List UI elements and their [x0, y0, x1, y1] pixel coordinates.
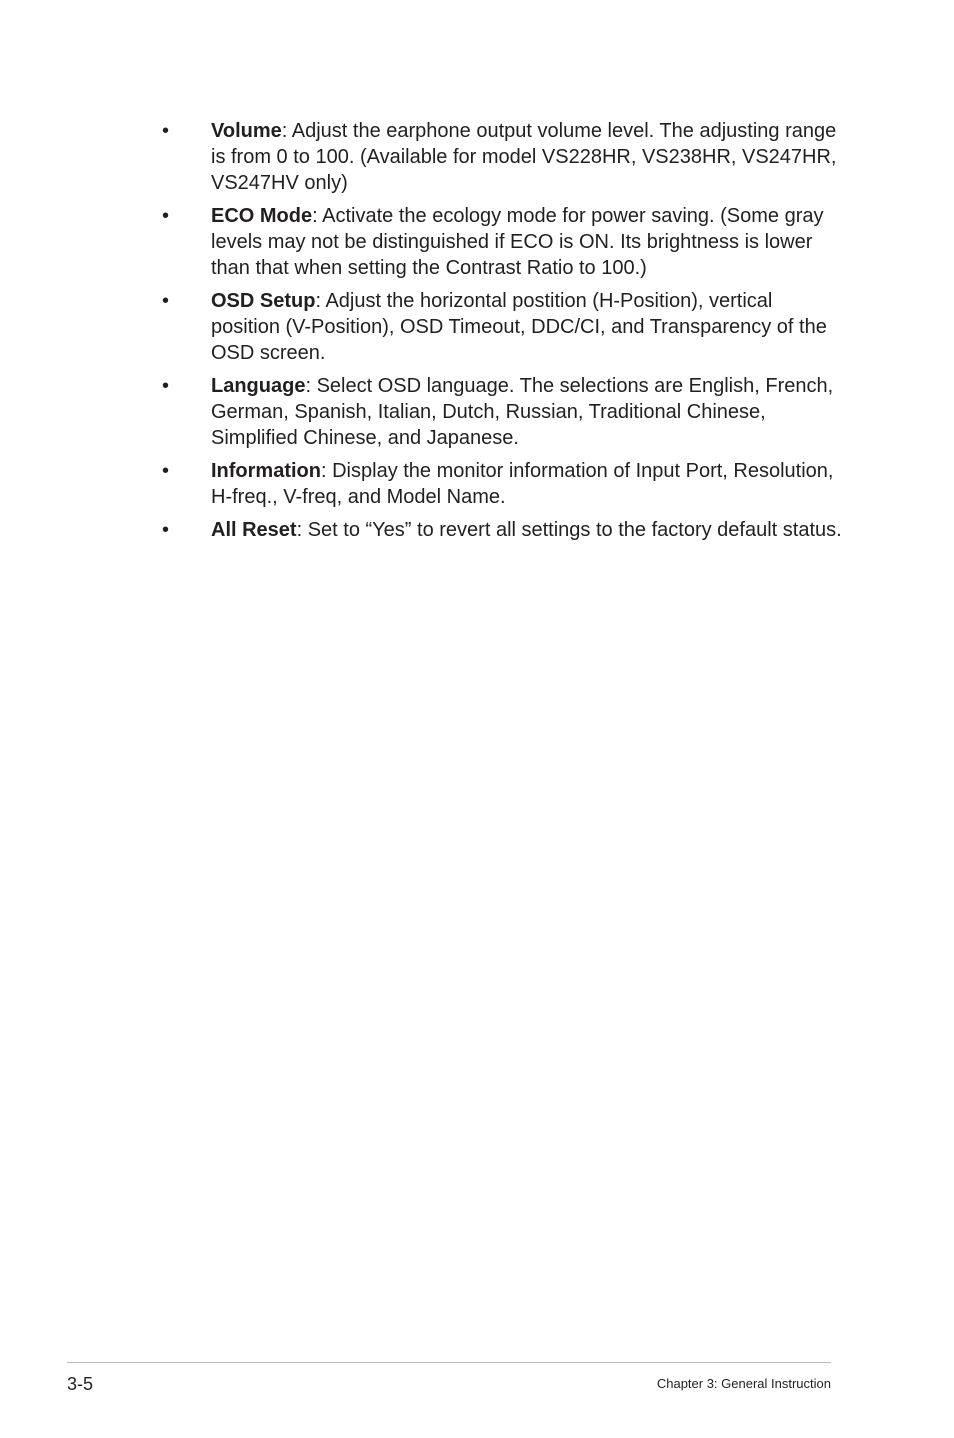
item-term: OSD Setup: [211, 290, 316, 312]
bullet-icon: •: [162, 290, 170, 312]
bullet-icon: •: [162, 205, 170, 227]
item-text: : Adjust the horizontal postition (H-Position), vertical position (V-Position), OSD Timeout, DDC/CI, and Transparency of the OSD screen.: [211, 290, 827, 364]
item-text: : Select OSD language. The selections are English, French, German, Spanish, Italian, Dutch, Russian, Traditional Chinese, Simplified Chinese, and Japanese.: [211, 375, 834, 449]
item-term: Language: [211, 375, 306, 397]
page-number: 3-5: [67, 1374, 94, 1394]
item-term: ECO Mode: [211, 205, 313, 227]
list-item-all-reset: [162, 517, 842, 543]
list-item-information: [162, 458, 842, 510]
bullet-icon: •: [162, 375, 170, 397]
chapter-title: Chapter 3: General Instruction: [656, 1376, 831, 1391]
item-text: : Activate the ecology mode for power saving. (Some gray levels may not be distinguished if ECO is ON. Its brightness is lower than that when setting the Contrast Ratio to 100.): [211, 205, 824, 279]
item-text: : Set to “Yes” to revert all settings to the factory default status.: [296, 519, 842, 541]
list-item-volume: [162, 118, 842, 196]
list-item-language: [162, 373, 842, 451]
list-item-eco-mode: [162, 203, 842, 281]
footer-divider: [67, 1362, 831, 1363]
bullet-icon: •: [162, 460, 170, 482]
bullet-icon: •: [162, 519, 170, 541]
item-text: : Adjust the earphone output volume level. The adjusting range is from 0 to 100. (Available for model VS228HR, VS238HR, VS247HR, VS247HV only): [211, 120, 837, 194]
bullet-list: [162, 118, 842, 550]
list-item-osd-setup: [162, 288, 842, 366]
item-text: : Display the monitor information of Input Port, Resolution, H-freq., V-freq, and Model Name.: [211, 460, 834, 508]
item-term: Information: [211, 460, 321, 482]
item-term: All Reset: [211, 519, 297, 541]
item-term: Volume: [211, 120, 282, 142]
bullet-icon: •: [162, 120, 170, 142]
